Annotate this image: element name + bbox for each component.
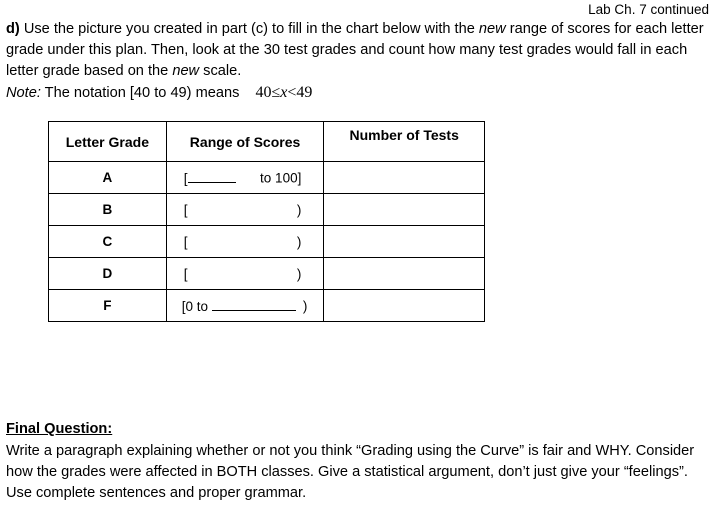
table-row	[49, 162, 485, 194]
range-end: )	[302, 298, 308, 313]
letter-cell: F	[49, 290, 167, 322]
range-start: [	[183, 266, 188, 281]
part-d-emphasis-new-1: new	[478, 21, 506, 37]
range-start: [0 to	[182, 298, 296, 314]
range-start: [	[183, 234, 188, 249]
note-label: Note:	[6, 85, 41, 101]
count-cell[interactable]	[324, 194, 485, 226]
letter-cell: C	[49, 226, 167, 258]
final-question-text: Write a paragraph explaining whether or not you think “Grading using the Curve” is fair and WHY. Consider how the grades were affected in BOTH classes. Give a statistical argument, don’t just give your “feelings”. Use complete sentences and proper grammar.	[6, 443, 695, 501]
header-range-of-scores: Range of Scores	[166, 122, 324, 162]
note-text: The notation [40 to 49) means	[40, 85, 240, 101]
inequality-left: 40	[255, 84, 272, 101]
count-cell[interactable]	[324, 226, 485, 258]
final-question-title: Final Question:	[6, 421, 113, 437]
inequality-right: 49	[296, 84, 313, 101]
part-d-emphasis-new-2: new	[172, 63, 200, 79]
table-row	[49, 258, 485, 290]
header-number-of-tests: Number of Tests	[324, 122, 485, 162]
inequality-expression	[255, 84, 312, 101]
table-row	[49, 290, 485, 322]
table-header-row	[49, 122, 485, 162]
part-d-instructions	[6, 19, 706, 82]
letter-cell: A	[49, 162, 167, 194]
count-cell[interactable]	[324, 258, 485, 290]
range-start: [	[184, 170, 236, 186]
letter-cell: B	[49, 194, 167, 226]
letter-cell: D	[49, 258, 167, 290]
range-end: )	[296, 202, 302, 217]
part-d-text-1: Use the picture you created in part (c) to fill in the chart below with the	[19, 21, 479, 37]
count-cell[interactable]	[324, 162, 485, 194]
range-cell[interactable]	[166, 226, 324, 258]
grade-range-table	[48, 121, 485, 322]
range-cell[interactable]	[166, 194, 324, 226]
range-start: [	[183, 202, 188, 217]
table-row	[49, 226, 485, 258]
header-letter-grade: Letter Grade	[49, 122, 167, 162]
inequality-op-2: <	[287, 84, 297, 101]
count-cell[interactable]	[324, 290, 485, 322]
notation-note	[6, 82, 312, 104]
range-cell[interactable]	[166, 258, 324, 290]
range-cell[interactable]	[166, 162, 324, 194]
range-end: )	[296, 234, 302, 249]
range-cell[interactable]	[166, 290, 324, 322]
part-d-text-2: range of scores for each letter grade under this plan. Then, look at the 30 test grades and count how many test grades would fall in each letter grade based on the	[6, 21, 704, 79]
lab-title: Lab Ch. 7 continued	[588, 2, 709, 17]
part-d-label: d)	[6, 21, 20, 37]
inequality-variable: x	[280, 84, 288, 101]
range-end: )	[296, 266, 302, 281]
inequality-op-1: ≤	[271, 84, 281, 101]
part-d-text-3: scale.	[199, 63, 242, 79]
table-row	[49, 194, 485, 226]
range-end: to 100]	[260, 170, 302, 185]
